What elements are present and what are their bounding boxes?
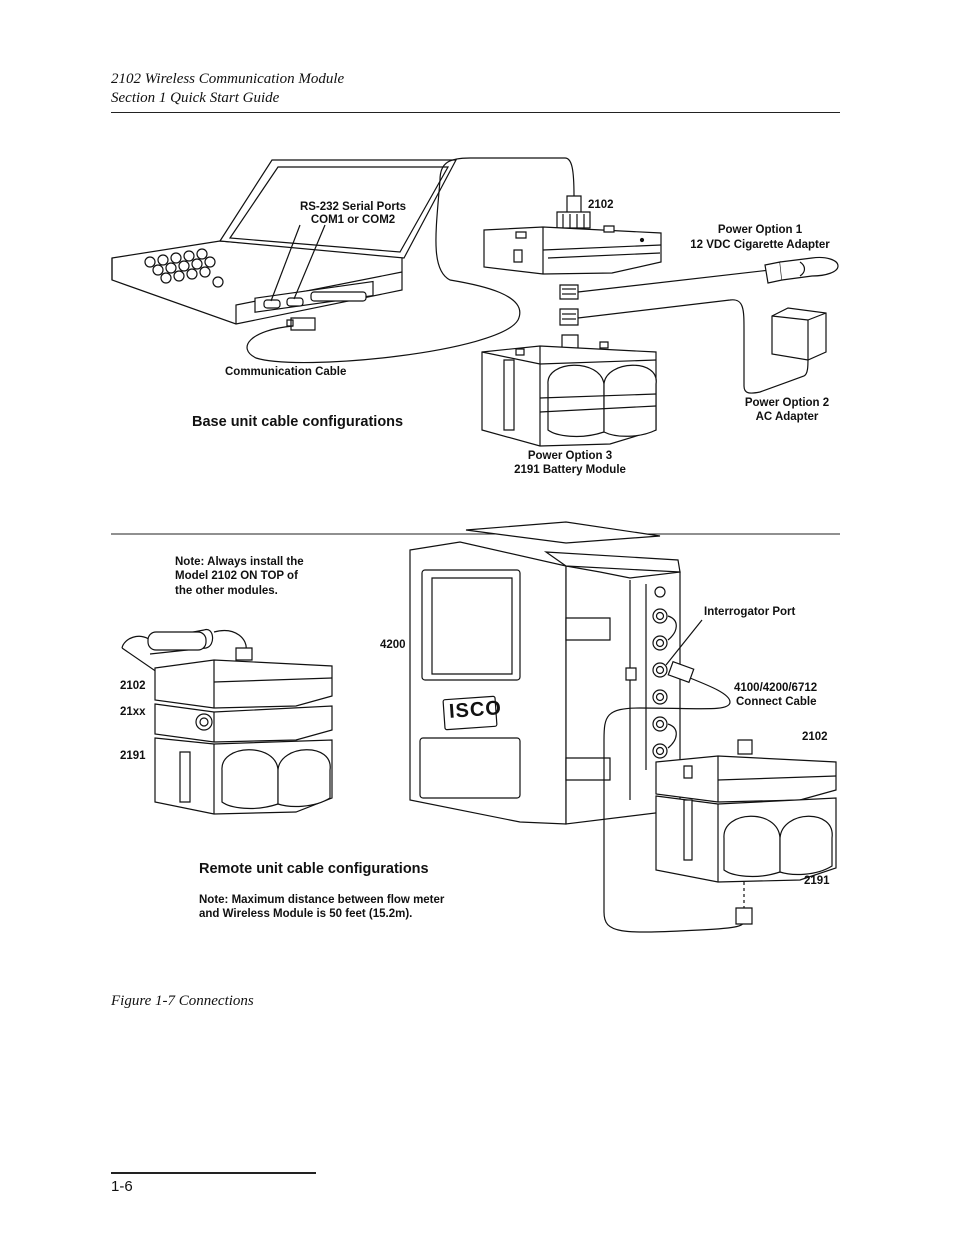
label-cigarette-adapter: 12 VDC Cigarette Adapter <box>690 239 830 251</box>
label-interrogator-port: Interrogator Port <box>704 606 796 618</box>
battery-module-base-drawing <box>482 335 656 446</box>
label-stack-2191: 2191 <box>120 750 146 762</box>
label-power-option-3: Power Option 3 <box>527 450 613 462</box>
isco-logo: ISCO <box>448 697 503 723</box>
label-connect-cable: Connect Cable <box>736 696 817 708</box>
note-install-line3: the other modules. <box>175 585 278 597</box>
label-power-option-1: Power Option 1 <box>717 224 803 236</box>
note-install-line2: Model 2102 ON TOP of <box>175 570 298 582</box>
footer-rule <box>111 1172 316 1174</box>
running-header-section: Section 1 Quick Start Guide <box>111 90 280 106</box>
label-2102-base: 2102 <box>588 199 614 211</box>
label-4200: 4200 <box>380 639 406 651</box>
label-rs232: RS-232 Serial Ports <box>299 201 407 213</box>
label-battery-module: 2191 Battery Module <box>514 464 626 476</box>
label-remote-2102: 2102 <box>802 731 828 743</box>
base-unit-title: Base unit cable configurations <box>192 414 404 430</box>
label-stack-21xx: 21xx <box>120 706 146 718</box>
label-communication-cable: Communication Cable <box>225 366 347 378</box>
module-remote-drawing <box>656 740 836 924</box>
module-2102-base-drawing <box>484 196 661 274</box>
label-ac-adapter: AC Adapter <box>755 411 819 423</box>
label-remote-2191: 2191 <box>804 875 830 887</box>
page-number: 1-6 <box>111 1178 133 1195</box>
note-distance-line2: and Wireless Module is 50 feet (15.2m). <box>199 908 413 920</box>
label-stack-2102: 2102 <box>120 680 146 692</box>
figure-caption: Figure 1-7 Connections <box>111 993 254 1009</box>
label-connect-cable-model: 4100/4200/6712 <box>734 682 818 694</box>
remote-unit-title: Remote unit cable configurations <box>199 861 429 877</box>
label-com-ports: COM1 or COM2 <box>310 214 396 226</box>
module-stack-drawing <box>122 629 332 814</box>
note-distance-line1: Note: Maximum distance between flow meter <box>199 894 445 906</box>
running-header-title: 2102 Wireless Communication Module <box>111 71 345 87</box>
note-install-line1: Note: Always install the <box>175 556 304 568</box>
label-power-option-2: Power Option 2 <box>744 397 830 409</box>
